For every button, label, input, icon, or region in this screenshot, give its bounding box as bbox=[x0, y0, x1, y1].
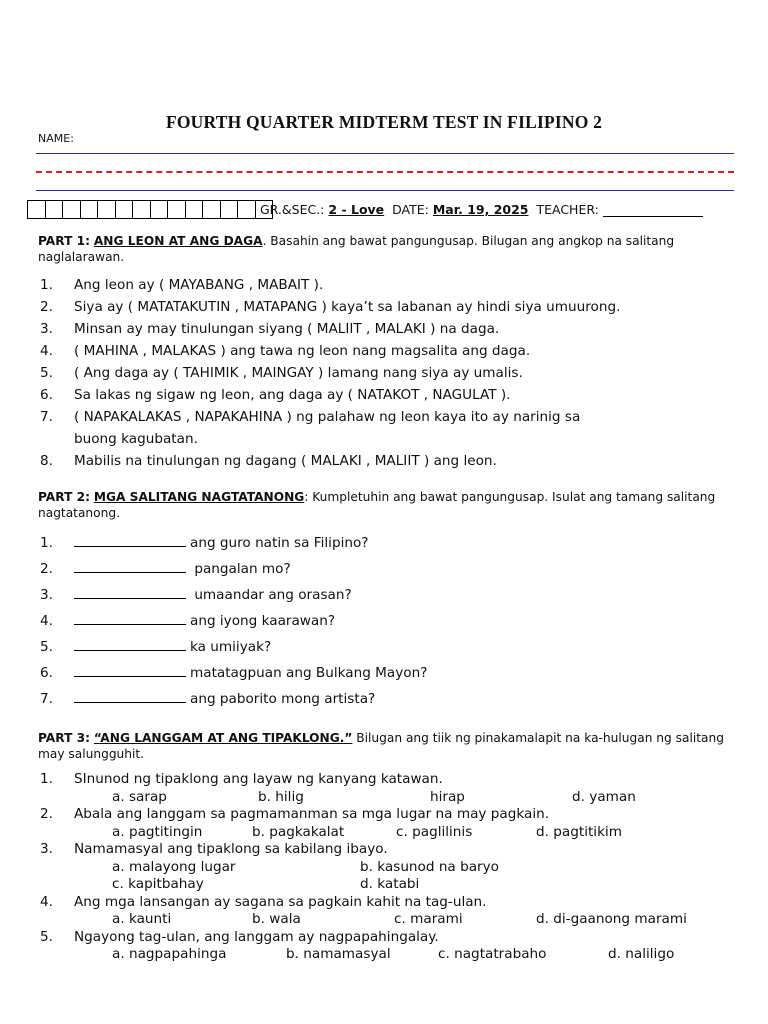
lrn-box[interactable] bbox=[115, 200, 134, 219]
grsec-label: GR.&SEC.: bbox=[260, 202, 325, 217]
choice-b[interactable]: b. kasunod na baryo bbox=[360, 858, 499, 875]
choice-c[interactable]: hirap bbox=[430, 788, 465, 805]
name-line-dashed bbox=[36, 171, 734, 173]
answer-blank[interactable] bbox=[74, 584, 186, 599]
choice-c[interactable]: c. marami bbox=[394, 911, 463, 927]
choice-b[interactable]: b. pagkakalat bbox=[252, 823, 345, 840]
choice-d[interactable]: d. pagtitikim bbox=[536, 823, 622, 840]
choice-a[interactable]: a. malayong lugar bbox=[112, 858, 236, 875]
page-title: FOURTH QUARTER MIDTERM TEST IN FILIPINO 2 bbox=[165, 112, 603, 132]
part3-label: PART 3: bbox=[38, 731, 90, 745]
choice-b[interactable]: b. hilig bbox=[258, 788, 304, 805]
list-item: 8. Mabilis na tinulungan ng dagang ( MALAKI , MALIIT ) ang leon. bbox=[40, 453, 497, 469]
choice-d[interactable]: d. naliligo bbox=[608, 946, 675, 962]
date-label: DATE: bbox=[392, 202, 429, 217]
lrn-box[interactable] bbox=[132, 200, 151, 219]
class-info-line bbox=[260, 202, 703, 217]
choice-b[interactable]: b. namamasyal bbox=[286, 946, 391, 962]
choice-a[interactable]: a. kaunti bbox=[112, 911, 172, 927]
list-item: 4. ( MAHINA , MALAKAS ) ang tawa ng leon nang magsalita ang daga. bbox=[40, 343, 531, 359]
list-item: 5. ( Ang daga ay ( TAHIMIK , MAINGAY ) lamang nang siya ay umalis. bbox=[40, 365, 523, 381]
list-item: 5. Ngayong tag-ulan, ang langgam ay nagpapahingalay. a. nagpapahinga b. namamasyal c. nagtatrabaho d. naliligo bbox=[40, 928, 675, 962]
lrn-box[interactable] bbox=[62, 200, 81, 219]
answer-blank[interactable] bbox=[74, 532, 186, 547]
list-item: 7. ang paborito mong artista? bbox=[38, 686, 427, 712]
lrn-box[interactable] bbox=[97, 200, 116, 219]
list-item: 4. Ang mga lansangan ay sagana sa pagkain kahit na tag-ulan. a. kaunti b. wala c. marami d. di-gaanong marami bbox=[40, 893, 687, 927]
part2-list bbox=[38, 530, 427, 712]
answer-blank[interactable] bbox=[74, 688, 186, 703]
part3-heading bbox=[38, 730, 738, 762]
part2-heading bbox=[38, 489, 738, 521]
part2-title: MGA SALITANG NAGTATANONG bbox=[93, 490, 305, 504]
answer-blank[interactable] bbox=[74, 636, 186, 651]
part3-title: “ANG LANGGAM AT ANG TIPAKLONG.” bbox=[93, 731, 353, 745]
name-label: NAME: bbox=[38, 132, 74, 145]
answer-blank[interactable] bbox=[74, 662, 186, 677]
choice-c[interactable]: c. kapitbahay bbox=[112, 876, 204, 892]
grsec-value: 2 - Love bbox=[328, 202, 385, 217]
answer-blank[interactable] bbox=[74, 610, 186, 625]
part1-list bbox=[38, 274, 620, 472]
list-item: 4. ang iyong kaarawan? bbox=[38, 608, 427, 634]
part3-instructions: Bilugan ang tiik ng pinakamalapit na ka-hulugan ng salitang may salungguhit. bbox=[38, 731, 724, 761]
lrn-boxes[interactable] bbox=[28, 200, 273, 219]
choice-d[interactable]: d. di-gaanong marami bbox=[536, 911, 687, 927]
lrn-box[interactable] bbox=[150, 200, 169, 219]
part1-heading bbox=[38, 233, 738, 265]
lrn-box[interactable] bbox=[220, 200, 239, 219]
name-line-top bbox=[36, 153, 734, 154]
part3-list bbox=[38, 771, 738, 964]
choice-d[interactable]: d. yaman bbox=[572, 788, 636, 805]
part2-instructions: : Kumpletuhin ang bawat pangungusap. Isulat ang tamang salitang nagtatanong. bbox=[38, 490, 716, 520]
lrn-box[interactable] bbox=[27, 200, 46, 219]
list-item: 1. SInunod ng tipaklong ang layaw ng kanyang katawan. a. sarap b. hilig hirap d. yaman bbox=[40, 771, 636, 805]
choice-c[interactable]: c. nagtatrabaho bbox=[438, 946, 547, 962]
list-item: 2. pangalan mo? bbox=[38, 556, 427, 582]
lrn-box[interactable] bbox=[185, 200, 204, 219]
part1-label: PART 1: bbox=[38, 234, 90, 248]
part1-instructions: . Basahin ang bawat pangungusap. Bilugan ang angkop na salitang naglalarawan. bbox=[38, 234, 675, 264]
choice-b[interactable]: b. wala bbox=[252, 911, 301, 927]
list-item: 3. Namamasyal ang tipaklong sa kabilang ibayo. a. malayong lugar b. kasunod na baryo c. kapitbahay d. katabi bbox=[40, 841, 499, 892]
lrn-box[interactable] bbox=[202, 200, 221, 219]
lrn-box[interactable] bbox=[237, 200, 256, 219]
list-item: 6. Sa lakas ng sigaw ng leon, ang daga ay ( NATAKOT , NAGULAT ). bbox=[40, 387, 511, 403]
date-value: Mar. 19, 2025 bbox=[432, 202, 529, 217]
teacher-label: TEACHER: bbox=[536, 202, 599, 217]
choice-a[interactable]: a. pagtitingin bbox=[112, 823, 203, 840]
teacher-blank[interactable] bbox=[603, 204, 703, 217]
list-item: 6. matatagpuan ang Bulkang Mayon? bbox=[38, 660, 427, 686]
list-item: 2. Abala ang langgam sa pagmamanman sa mga lugar na may pagkain. a. pagtitingin b. pagkakalat c. paglilinis d. pagtitikim bbox=[40, 806, 622, 840]
choice-d[interactable]: d. katabi bbox=[360, 876, 420, 892]
list-item: 7. ( NAPAKALAKAS , NAPAKAHINA ) ng palahaw ng leon kaya ito ay narinig sa buong kagubatan. bbox=[40, 409, 581, 447]
list-item: 1. ang guro natin sa Filipino? bbox=[38, 530, 427, 556]
lrn-box[interactable] bbox=[80, 200, 99, 219]
name-line-bottom bbox=[36, 190, 734, 191]
choice-a[interactable]: a. sarap bbox=[112, 788, 167, 805]
choice-c[interactable]: c. paglilinis bbox=[396, 823, 473, 840]
list-item: 1. Ang leon ay ( MAYABANG , MABAIT ). bbox=[40, 277, 324, 293]
list-item: 2. Siya ay ( MATATAKUTIN , MATAPANG ) kaya’t sa labanan ay hindi siya umuurong. bbox=[40, 299, 621, 315]
part1-title: ANG LEON AT ANG DAGA bbox=[93, 234, 263, 248]
list-item: 3. Minsan ay may tinulungan siyang ( MALIIT , MALAKI ) na daga. bbox=[40, 321, 500, 337]
choice-a[interactable]: a. nagpapahinga bbox=[112, 946, 227, 962]
list-item: 5. ka umiiyak? bbox=[38, 634, 427, 660]
lrn-box[interactable] bbox=[45, 200, 64, 219]
list-item: 3. umaandar ang orasan? bbox=[38, 582, 427, 608]
lrn-box[interactable] bbox=[167, 200, 186, 219]
answer-blank[interactable] bbox=[74, 558, 186, 573]
part2-label: PART 2: bbox=[38, 490, 90, 504]
